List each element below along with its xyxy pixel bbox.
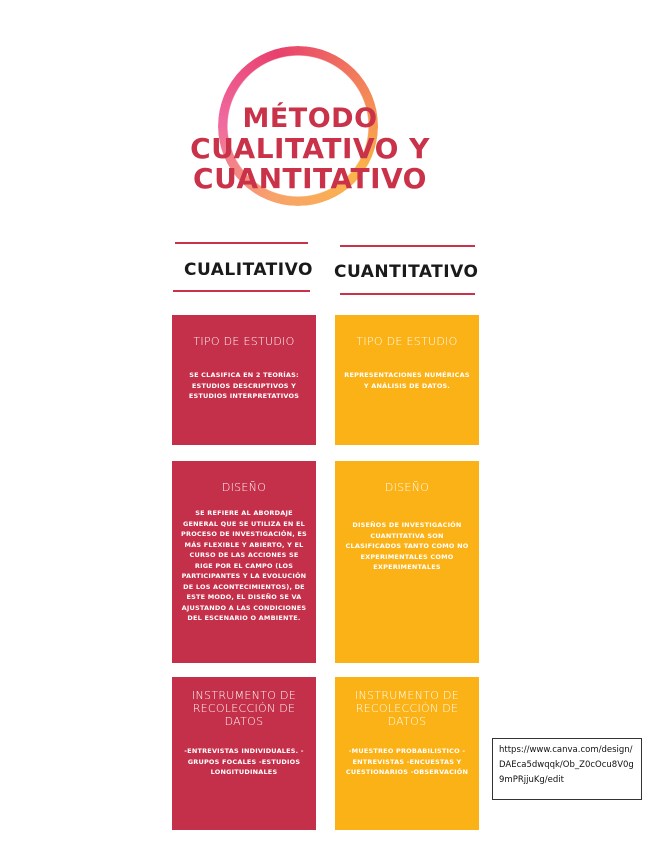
page-title: [160, 104, 460, 194]
card-body: REPRESENTACIONES NUMÉRICAS Y ANÁLISIS DE DATOS.: [344, 371, 470, 390]
card-cuantitativo-instrumento: [335, 677, 479, 830]
card-heading: INSTRUMENTO DE RECOLECCIÓN DE DATOS: [354, 689, 460, 728]
column-heading-cuantitativo: CUANTITATIVO: [334, 262, 479, 282]
card-heading: TIPO DE ESTUDIO: [193, 335, 295, 348]
card-body: -ENTREVISTAS INDIVIDUALES. -GRUPOS FOCALES -ESTUDIOS LONGITUDINALES: [184, 747, 304, 776]
card-cualitativo-instrumento: [172, 677, 316, 830]
divider-left-bottom: [173, 290, 310, 292]
card-cuantitativo-diseno: [335, 461, 479, 663]
card-heading: INSTRUMENTO DE RECOLECCIÓN DE DATOS: [191, 689, 297, 728]
card-body: SE CLASIFICA EN 2 TEORÍAS: ESTUDIOS DESCRIPTIVOS Y ESTUDIOS INTERPRETATIVOS: [188, 371, 300, 400]
card-body: DISEÑOS DE INVESTIGACIÓN CUANTITATIVA SON CLASIFICADOS TANTO COMO NO EXPERIMENTALES COMO EXPERIMENTALES: [345, 521, 469, 571]
title-line-1: MÉTODO: [242, 103, 378, 134]
divider-left-top: [175, 242, 308, 244]
card-heading: TIPO DE ESTUDIO: [356, 335, 458, 348]
card-cuantitativo-tipo-estudio: [335, 315, 479, 445]
title-line-2: CUALITATIVO Y: [190, 132, 430, 165]
divider-right-bottom: [340, 293, 475, 295]
card-heading: DISEÑO: [221, 481, 267, 494]
canva-link-box[interactable]: https://www.canva.com/design/DAEca5dwqqk/Ob_Z0cOcu8V0g9mPRjjuKg/edit: [492, 738, 642, 800]
card-cualitativo-tipo-estudio: [172, 315, 316, 445]
card-body: -MUESTREO PROBABILISTICO -ENTREVISTAS -ENCUESTAS Y CUESTIONARIOS -OBSERVACIÓN: [345, 747, 469, 776]
card-body: SE REFIERE AL ABORDAJE GENERAL QUE SE UTILIZA EN EL PROCESO DE INVESTIGACIÓN, ES MÁS FLEXIBLE Y ABIERTO, Y EL CURSO DE LAS ACCIONES SE RIGE POR EL CAMPO (LOS PARTICIPANTES Y LA EVOLUCIÓN DE LOS ACONTECIMIENTOS), DE ESTE MODO, EL DISEÑO SE VA AJUSTANDO A LAS CONDICIONES DEL ESCENARIO O AMBIENTE.: [181, 509, 307, 622]
divider-right-top: [340, 245, 475, 247]
card-cualitativo-diseno: [172, 461, 316, 663]
title-line-3: CUANTITATIVO: [193, 162, 427, 195]
card-heading: DISEÑO: [384, 481, 430, 494]
column-heading-cualitativo: CUALITATIVO: [184, 260, 313, 280]
